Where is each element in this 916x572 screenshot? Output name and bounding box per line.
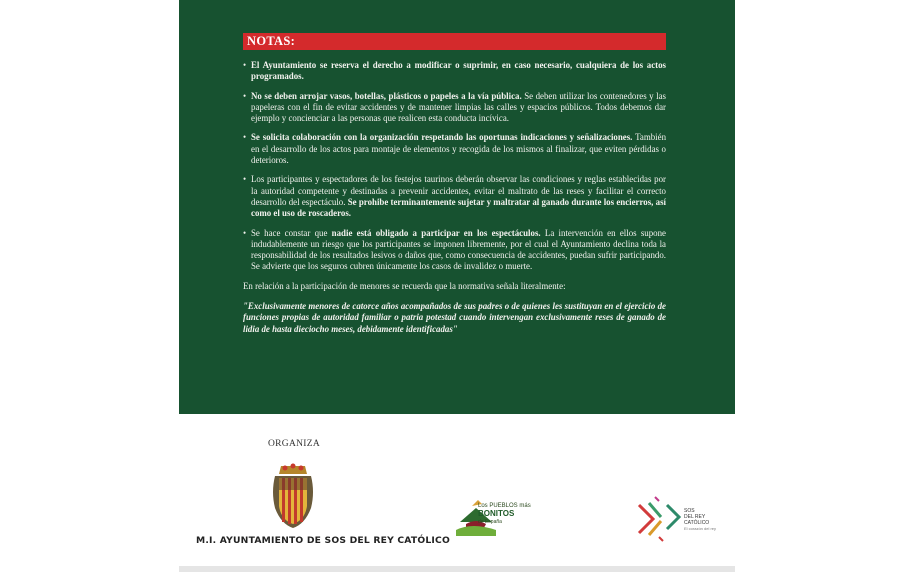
note-item [243, 132, 666, 166]
sos-del-rey-text [684, 508, 716, 532]
bullet-icon: • [243, 227, 247, 238]
pueblos-line2: BONITOS [478, 509, 515, 518]
minors-quote: "Exclusivamente menores de catorce años acompañados de sus padres o de quienes les sustituyan en el ejercicio de funciones propias de autoridad familiar o patria potestad cuando intervengan exclusivamente reses de ganado de lidia de hasta dieciocho meses, debidamente identificadas" [243, 301, 666, 334]
coat-of-arms-icon [267, 462, 319, 532]
notes-panel [179, 0, 735, 414]
bottom-divider [179, 566, 735, 572]
bullet-icon: • [243, 174, 247, 185]
note-text: Los participantes y espectadores de los festejos taurinos deberán observar las condiciones y reglas establecidas por la autoridad competente y destinadas a prevenir accidentes, evitar el maltrato de las reses y facilitar el correcto desarrollo del espectáculo. [251, 174, 666, 207]
bullet-icon: • [243, 90, 247, 101]
sos-subtitle: El corazón del rey [684, 526, 717, 531]
bullet-icon: • [243, 60, 247, 70]
note-bold: No se deben arrojar vasos, botellas, plásticos o papeles a la vía pública. [251, 90, 522, 101]
sos-line1: SOS [684, 508, 695, 514]
notes-list [243, 60, 666, 335]
sos-line2: DEL REY [684, 514, 706, 520]
note-text: La intervención en ellos supone indudablemente un riesgo que los participantes se imponen libremente, por el cual el Ayuntamiento declina toda la responsabilidad de los resultados lesivos o daños que, como consecuencia de accidentes, puedan sufrir participando. Se advierte que los seguros cubren únicamente los casos de invalidez o muerte. [251, 227, 666, 272]
note-text: También en el desarrollo de los actos para montaje de elementos y recogida de los mismos al finalizar, que eviten pérdidas o deterioros. [251, 132, 667, 166]
note-bold: nadie está obligado a participar en los espectáculos. [331, 227, 541, 238]
minors-intro: En relación a la participación de menores se recuerda que la normativa señala literalmente: [243, 280, 566, 291]
note-item [243, 228, 666, 273]
note-text: Se deben utilizar los contenedores y las papeleras con el fin de evitar accidentes y de mantener limpias las calles y espacios públicos. Todos debemos dar ejemplo y concienciar a las personas que realicen esta conducta incívica. [251, 90, 666, 124]
note-bold: El Ayuntamiento se reserva el derecho a modificar o suprimir, en caso necesario, cualquiera de los actos programados. [251, 60, 666, 82]
note-pre: Se hace constar que [251, 227, 332, 238]
ayuntamiento-label: M.I. AYUNTAMIENTO DE SOS DEL REY CATÓLICO [196, 535, 450, 546]
note-item [243, 60, 666, 83]
pueblos-line3: de España [478, 519, 502, 525]
pueblos-line1: Los PUEBLOS más [478, 503, 531, 509]
note-item [243, 174, 666, 219]
bullet-icon: • [243, 132, 247, 143]
notas-header: NOTAS: [243, 33, 666, 50]
note-bold: Se solicita colaboración con la organización respetando las oportunas indicaciones y señalizaciones. [251, 132, 633, 143]
note-bold: Se prohibe terminantemente sujetar y maltratar al ganado durante los encierros, así como el uso de roscaderos. [251, 196, 666, 219]
sos-del-rey-logo-icon [633, 493, 685, 545]
pueblos-bonitos-text [478, 502, 531, 526]
sos-line3: CATÓLICO [684, 520, 710, 526]
organiza-label: ORGANIZA [268, 439, 321, 449]
note-item [243, 91, 666, 125]
